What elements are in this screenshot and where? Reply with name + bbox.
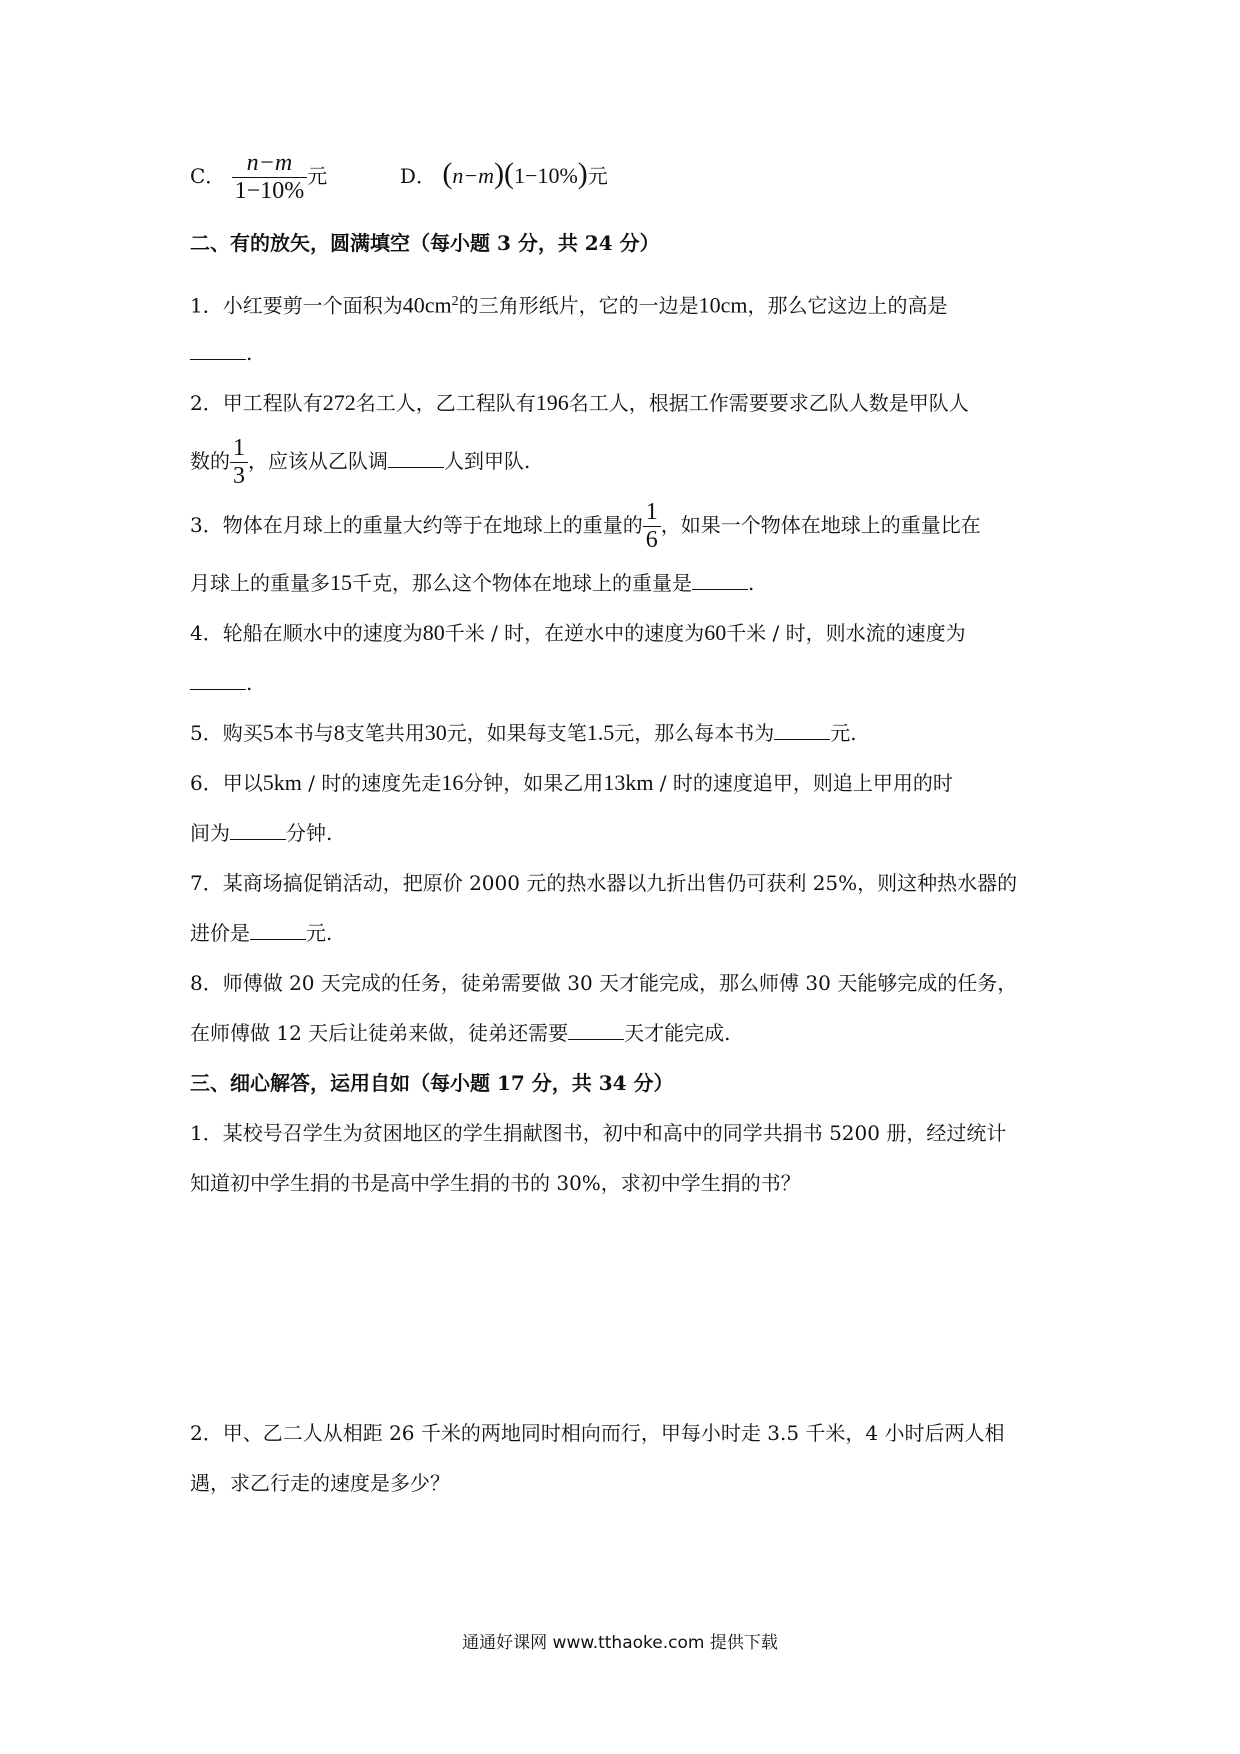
answer-blank[interactable] (250, 921, 306, 940)
answer-blank[interactable] (230, 821, 286, 840)
s2-q7-line2: 进价是 元. (190, 921, 333, 945)
option-c-denominator: 1−10% (234, 178, 305, 204)
answer-blank[interactable] (190, 671, 246, 690)
option-d-unit: 元 (587, 164, 608, 188)
s2-q2-line2: 数的 $\frac{1}{3}$ ，应该从乙队调 人到甲队. (190, 435, 531, 489)
s3-q2-line1: 2．甲、乙二人从相距 26 千米的两地同时相向而行，甲每小时走 3.5 千米，4 小时后两人相 (190, 1421, 1005, 1445)
answer-blank[interactable] (568, 1021, 624, 1040)
s2-q3-line2: 月球上的重量多15千克，那么这个物体在地球上的重量是 . (190, 570, 755, 595)
s2-q2-line1: 2．甲工程队有272名工人，乙工程队有196名工人，根据工作需要要求乙队人数是甲队人 (190, 390, 969, 415)
option-d-label: D． (399, 164, 436, 188)
s2-q8-line1: 8．师傅做 20 天完成的任务，徒弟需要做 30 天才能完成，那么师傅 30 天能够完成的任务， (190, 971, 1018, 995)
option-c-unit: 元 (307, 164, 328, 188)
fraction-one-sixth: $\frac{1}{6}$ (643, 499, 661, 554)
answer-blank[interactable] (692, 571, 748, 590)
options-line: C． $\frac{n-m}{1-10\%}$ 元 D． (n−m)(1−10%)元 (190, 150, 608, 204)
s2-q6-line1: 6．甲以5km / 时的速度先走16分钟，如果乙用13km / 时的速度追甲，则追上甲用的时 (190, 770, 953, 795)
answer-blank[interactable] (774, 721, 830, 740)
s2-q5-line1: 5．购买5本书与8支笔共用30元，如果每支笔1.5元，那么每本书为 元. (190, 720, 857, 745)
option-c-label: C． (190, 164, 226, 188)
s2-q8-line2: 在师傅做 12 天后让徒弟来做，徒弟还需要 天才能完成. (190, 1021, 731, 1045)
s2-q3-line1: 3．物体在月球上的重量大约等于在地球上的重量的 $\frac{1}{6}$ ，如果一个物体在地球上的重量比在 (190, 499, 981, 553)
answer-blank[interactable] (190, 341, 246, 360)
answer-blank[interactable] (388, 449, 444, 468)
option-c-numerator: n−m (232, 150, 308, 178)
page-footer: 通通好课网 www.tthaoke.com 提供下载 (462, 1633, 778, 1653)
s2-q7-line1: 7．某商场搞促销活动，把原价 2000 元的热水器以九折出售仍可获利 25%，则这种热水器的 (190, 871, 1018, 895)
s2-q1-line2: . (190, 338, 252, 368)
s2-q6-line2: 间为 分钟. (190, 821, 333, 845)
section2-heading: 二、有的放矢，圆满填空（每小题 3 分，共 24 分） (190, 231, 660, 255)
option-d-factor-a: n−m (452, 163, 495, 188)
fraction-one-third: $\frac{1}{3}$ (230, 435, 248, 490)
option-c-fraction (232, 150, 308, 205)
s3-q1-line1: 1．某校号召学生为贫困地区的学生捐献图书，初中和高中的同学共捐书 5200 册，经过统计 (190, 1121, 1007, 1145)
s3-q2-line2: 遇，求乙行走的速度是多少？ (190, 1471, 450, 1495)
section3-heading: 三、细心解答，运用自如（每小题 17 分，共 34 分） (190, 1071, 674, 1095)
option-d-factor-b: 1−10% (514, 163, 578, 188)
s2-q4-line1: 4．轮船在顺水中的速度为80千米 / 时，在逆水中的速度为60千米 / 时，则水流的速度为 (190, 620, 966, 645)
s2-q1-line1: 1．小红要剪一个面积为$40cm^2$的三角形纸片，它的一边是10cm，那么它这边上的高是 (190, 292, 948, 318)
s2-q4-line2: . (190, 668, 252, 698)
s3-q1-line2: 知道初中学生捐的书是高中学生捐的书的 30%，求初中学生捐的书？ (190, 1171, 801, 1195)
